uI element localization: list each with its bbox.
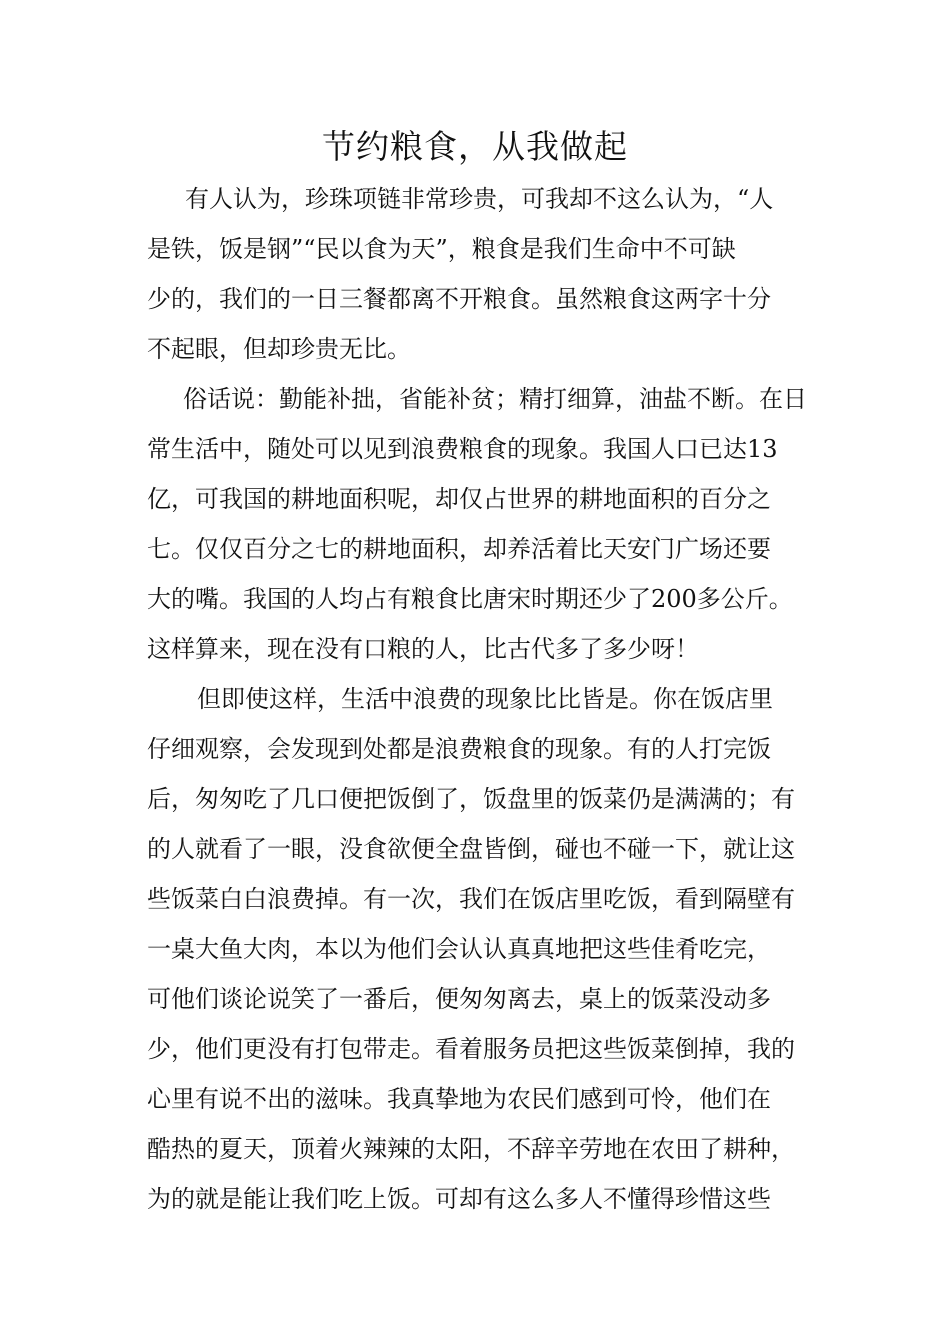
paragraph-line: 些饭菜白白浪费掉。有一次，我们在饭店里吃饭，看到隔壁有 — [147, 885, 795, 913]
paragraph-line: 常生活中，随处可以见到浪费粮食的现象。我国人口已达13 — [147, 435, 778, 463]
paragraph-line: 是铁，饭是钢”“民以食为天”，粮食是我们生命中不可缺 — [147, 235, 736, 263]
paragraph-line: 有人认为，珍珠项链非常珍贵，可我却不这么认为，“人 — [185, 185, 774, 213]
paragraph-line: 俗话说：勤能补拙，省能补贫；精打细算，油盐不断。在日 — [183, 385, 807, 413]
paragraph-line: 少，他们更没有打包带走。看着服务员把这些饭菜倒掉，我的 — [147, 1035, 795, 1063]
paragraph-line: 大的嘴。我国的人均占有粮食比唐宋时期还少了200多公斤。 — [147, 585, 793, 613]
paragraph-line: 不起眼，但却珍贵无比。 — [147, 335, 411, 363]
paragraph-line: 后，匆匆吃了几口便把饭倒了，饭盘里的饭菜仍是满满的；有 — [147, 785, 795, 813]
paragraph-line: 七。仅仅百分之七的耕地面积，却养活着比天安门广场还要 — [147, 535, 771, 563]
paragraph-line: 心里有说不出的滋味。我真挚地为农民们感到可怜，他们在 — [147, 1085, 771, 1113]
document-title: 节约粮食，从我做起 — [322, 127, 628, 166]
paragraph-line: 仔细观察，会发现到处都是浪费粮食的现象。有的人打完饭 — [147, 735, 771, 763]
paragraph-line: 但即使这样，生活中浪费的现象比比皆是。你在饭店里 — [197, 685, 773, 713]
document-body — [147, 174, 817, 1224]
paragraph-line: 可他们谈论说笑了一番后，便匆匆离去，桌上的饭菜没动多 — [147, 985, 771, 1013]
paragraph-line: 为的就是能让我们吃上饭。可却有这么多人不懂得珍惜这些 — [147, 1185, 771, 1213]
paragraph-line: 一桌大鱼大肉，本以为他们会认认真真地把这些佳肴吃完， — [147, 935, 771, 963]
paragraph-line: 酷热的夏天，顶着火辣辣的太阳，不辞辛劳地在农田了耕种， — [147, 1135, 795, 1163]
paragraph-line: 的人就看了一眼，没食欲便全盘皆倒，碰也不碰一下，就让这 — [147, 835, 795, 863]
paragraph-line: 亿，可我国的耕地面积呢，却仅占世界的耕地面积的百分之 — [147, 485, 771, 513]
paragraph-line: 这样算来，现在没有口粮的人，比古代多了多少呀！ — [147, 635, 699, 663]
paragraph-line: 少的，我们的一日三餐都离不开粮食。虽然粮食这两字十分 — [147, 285, 771, 313]
